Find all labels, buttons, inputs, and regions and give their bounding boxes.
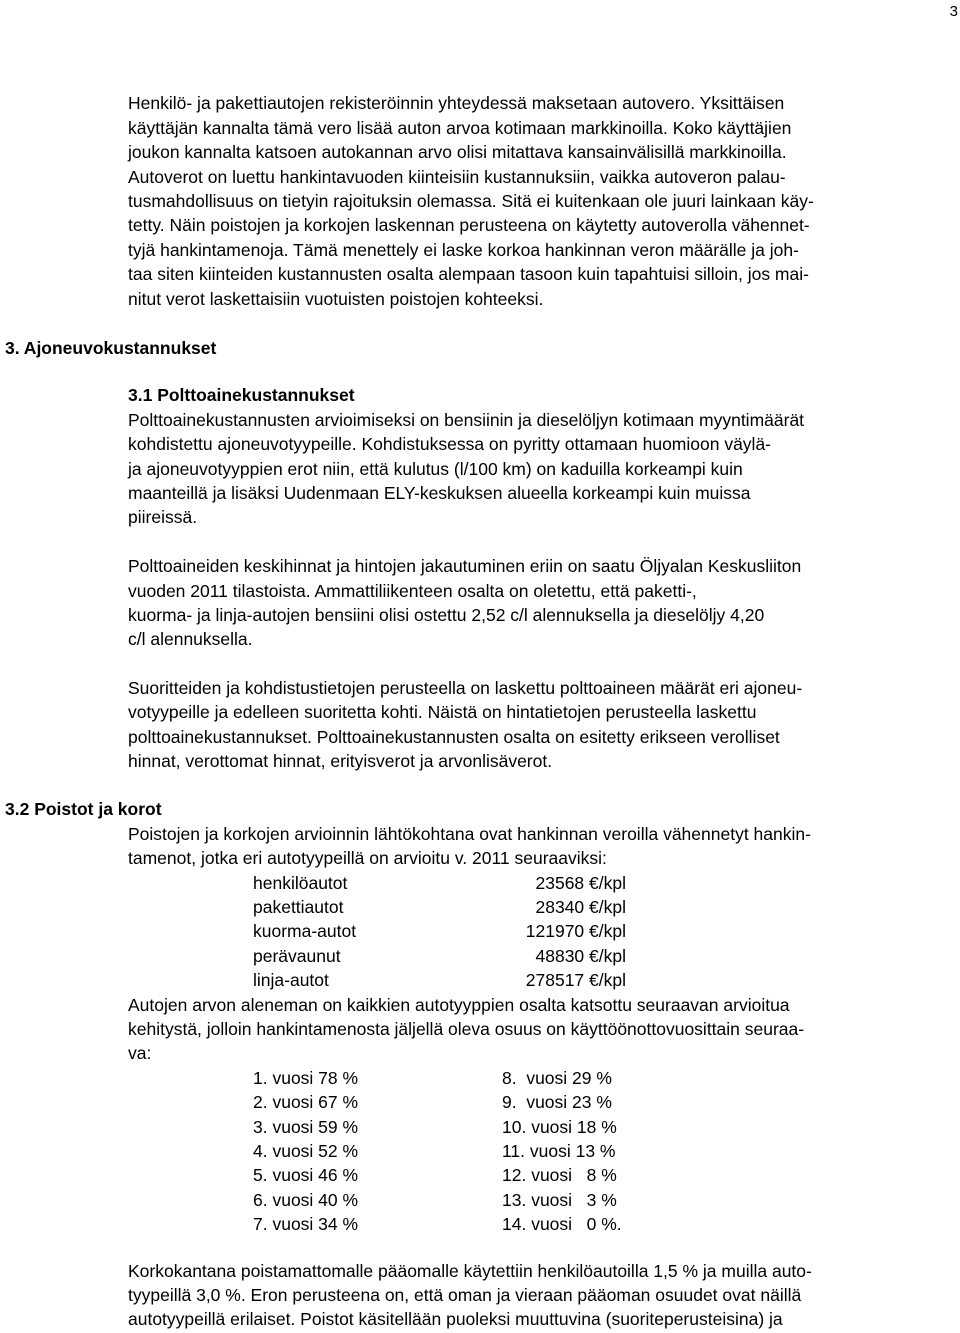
depreciation-year: 6. vuosi 40 % [253,1190,359,1210]
text-line: maanteillä ja lisäksi Uudenmaan ELY-keskuksen alueella korkeampi kuin muissa [128,483,751,503]
text-line: kuorma- ja linja-autojen bensiini olisi ostettu 2,52 c/l alennuksella ja dieselöljy 4,20 [128,605,765,625]
text-line: Polttoainekustannusten arvioimiseksi on bensiinin ja dieselöljyn kotimaan myyntimäärät [128,410,805,430]
price-value: 121970 €/kpl [525,921,626,941]
text-line: Poistojen ja korkojen arvioinnin lähtökohtana ovat hankinnan veroilla vähennetyt hankin- [128,824,811,844]
price-type: linja-autot [253,970,329,990]
text-line: tyypeillä 3,0 %. Eron perusteena on, että oman ja vieraan pääoman osuudet ovat näillä [128,1285,802,1305]
text-line: käyttäjän kannalta tämä vero lisää auton arvoa kotimaan markkinoilla. Koko käyttäjien [128,118,792,138]
depreciation-year: 14. vuosi 0 %. [502,1214,622,1234]
text-line: c/l alennuksella. [128,629,253,649]
text-line: kehitystä, jolloin hankintamenosta jäljellä oleva osuus on käyttöönottovuosittain seuraa- [128,1019,805,1039]
depreciation-year: 5. vuosi 46 % [253,1165,359,1185]
price-type: perävaunut [253,946,341,966]
text-line: tamenot, jotka eri autotyypeillä on arvioitu v. 2011 seuraaviksi: [128,848,607,868]
text-line: tetty. Näin poistojen ja korkojen laskennan perusteena on käytetty autoverolla vähennet- [128,215,810,235]
text-line: va: [128,1043,152,1063]
text-line: kohdistettu ajoneuvotyypeille. Kohdistuksessa on pyritty ottamaan huomioon väylä- [128,434,772,454]
section-heading: 3.2 Poistot ja korot [5,799,162,819]
text-line: Autoverot on luettu hankintavuoden kiinteisiin kustannuksiin, vaikka autoveron palau- [128,167,786,187]
depreciation-year: 8. vuosi 29 % [502,1068,612,1088]
depreciation-year: 10. vuosi 18 % [502,1117,617,1137]
text-line: Henkilö- ja pakettiautojen rekisteröinnin yhteydessä maksetaan autovero. Yksittäisen [128,93,785,113]
text-line: Autojen arvon aleneman on kaikkien autotyyppien osalta katsottu seuraavan arvioitua [128,995,790,1015]
text-line: votyypeille ja edelleen suoritetta kohti. Näistä on hintatietojen perusteella laskettu [128,702,757,722]
text-line: vuoden 2011 tilastoista. Ammattiliikenteen osalta on oletettu, että paketti-, [128,581,697,601]
depreciation-year: 11. vuosi 13 % [502,1141,616,1161]
depreciation-year: 12. vuosi 8 % [502,1165,617,1185]
price-value: 278517 €/kpl [525,970,626,990]
price-type: kuorma-autot [253,921,357,941]
text-line: polttoainekustannukset. Polttoainekustannusten osalta on esitetty erikseen verolliset [128,727,780,747]
text-line: tusmahdollisuus on tietyin rajoituksin olemassa. Sitä ei kuitenkaan ole juuri lainkaan käy- [128,191,814,211]
price-value: 48830 €/kpl [535,946,626,966]
text-line: hinnat, verottomat hinnat, erityisverot ja arvonlisäverot. [128,751,553,771]
depreciation-year: 7. vuosi 34 % [253,1214,359,1234]
text-line: Suoritteiden ja kohdistustietojen perusteella on laskettu polttoaineen määrät eri ajoneu- [128,678,803,698]
text-line: autotyypeillä erilaiset. Poistot käsitellään puoleksi muuttuvina (suoriteperusteisina) ja [128,1309,783,1329]
depreciation-year: 1. vuosi 78 % [253,1068,359,1088]
text-line: joukon kannalta katsoen autokannan arvo olisi mitattava kansainvälisillä markkinoilla. [128,142,787,162]
page-number: 3 [949,3,958,20]
depreciation-year: 3. vuosi 59 % [253,1117,359,1137]
section-heading: 3. Ajoneuvokustannukset [5,338,217,358]
price-type: pakettiautot [253,897,344,917]
price-value: 23568 €/kpl [535,873,626,893]
text-line: Korkokantana poistamattomalle pääomalle käytettiin henkilöautoilla 1,5 % ja muilla auto- [128,1261,812,1281]
depreciation-year: 2. vuosi 67 % [253,1092,359,1112]
text-line: piireissä. [128,507,198,527]
text-line: tyjä hankintamenoja. Tämä menettely ei laske korkoa hankinnan veron määrälle ja joh- [128,240,799,260]
text-line: taa siten kiinteiden kustannusten osalta alempaan tasoon kuin tapahtuisi silloin, jos mai- [128,264,809,284]
text-line: nitut verot laskettaisiin vuotuisten poistojen kohteeksi. [128,289,544,309]
price-type: henkilöautot [253,873,348,893]
text-line: Polttoaineiden keskihinnat ja hintojen jakautuminen eriin on saatu Öljyalan Keskusliiton [128,556,802,576]
text-line: ja ajoneuvotyyppien erot niin, että kulutus (l/100 km) on kaduilla korkeampi kuin [128,459,743,479]
price-value: 28340 €/kpl [535,897,626,917]
depreciation-year: 9. vuosi 23 % [502,1092,612,1112]
depreciation-year: 4. vuosi 52 % [253,1141,359,1161]
subsection-heading: 3.1 Polttoainekustannukset [128,385,355,405]
depreciation-year: 13. vuosi 3 % [502,1190,617,1210]
